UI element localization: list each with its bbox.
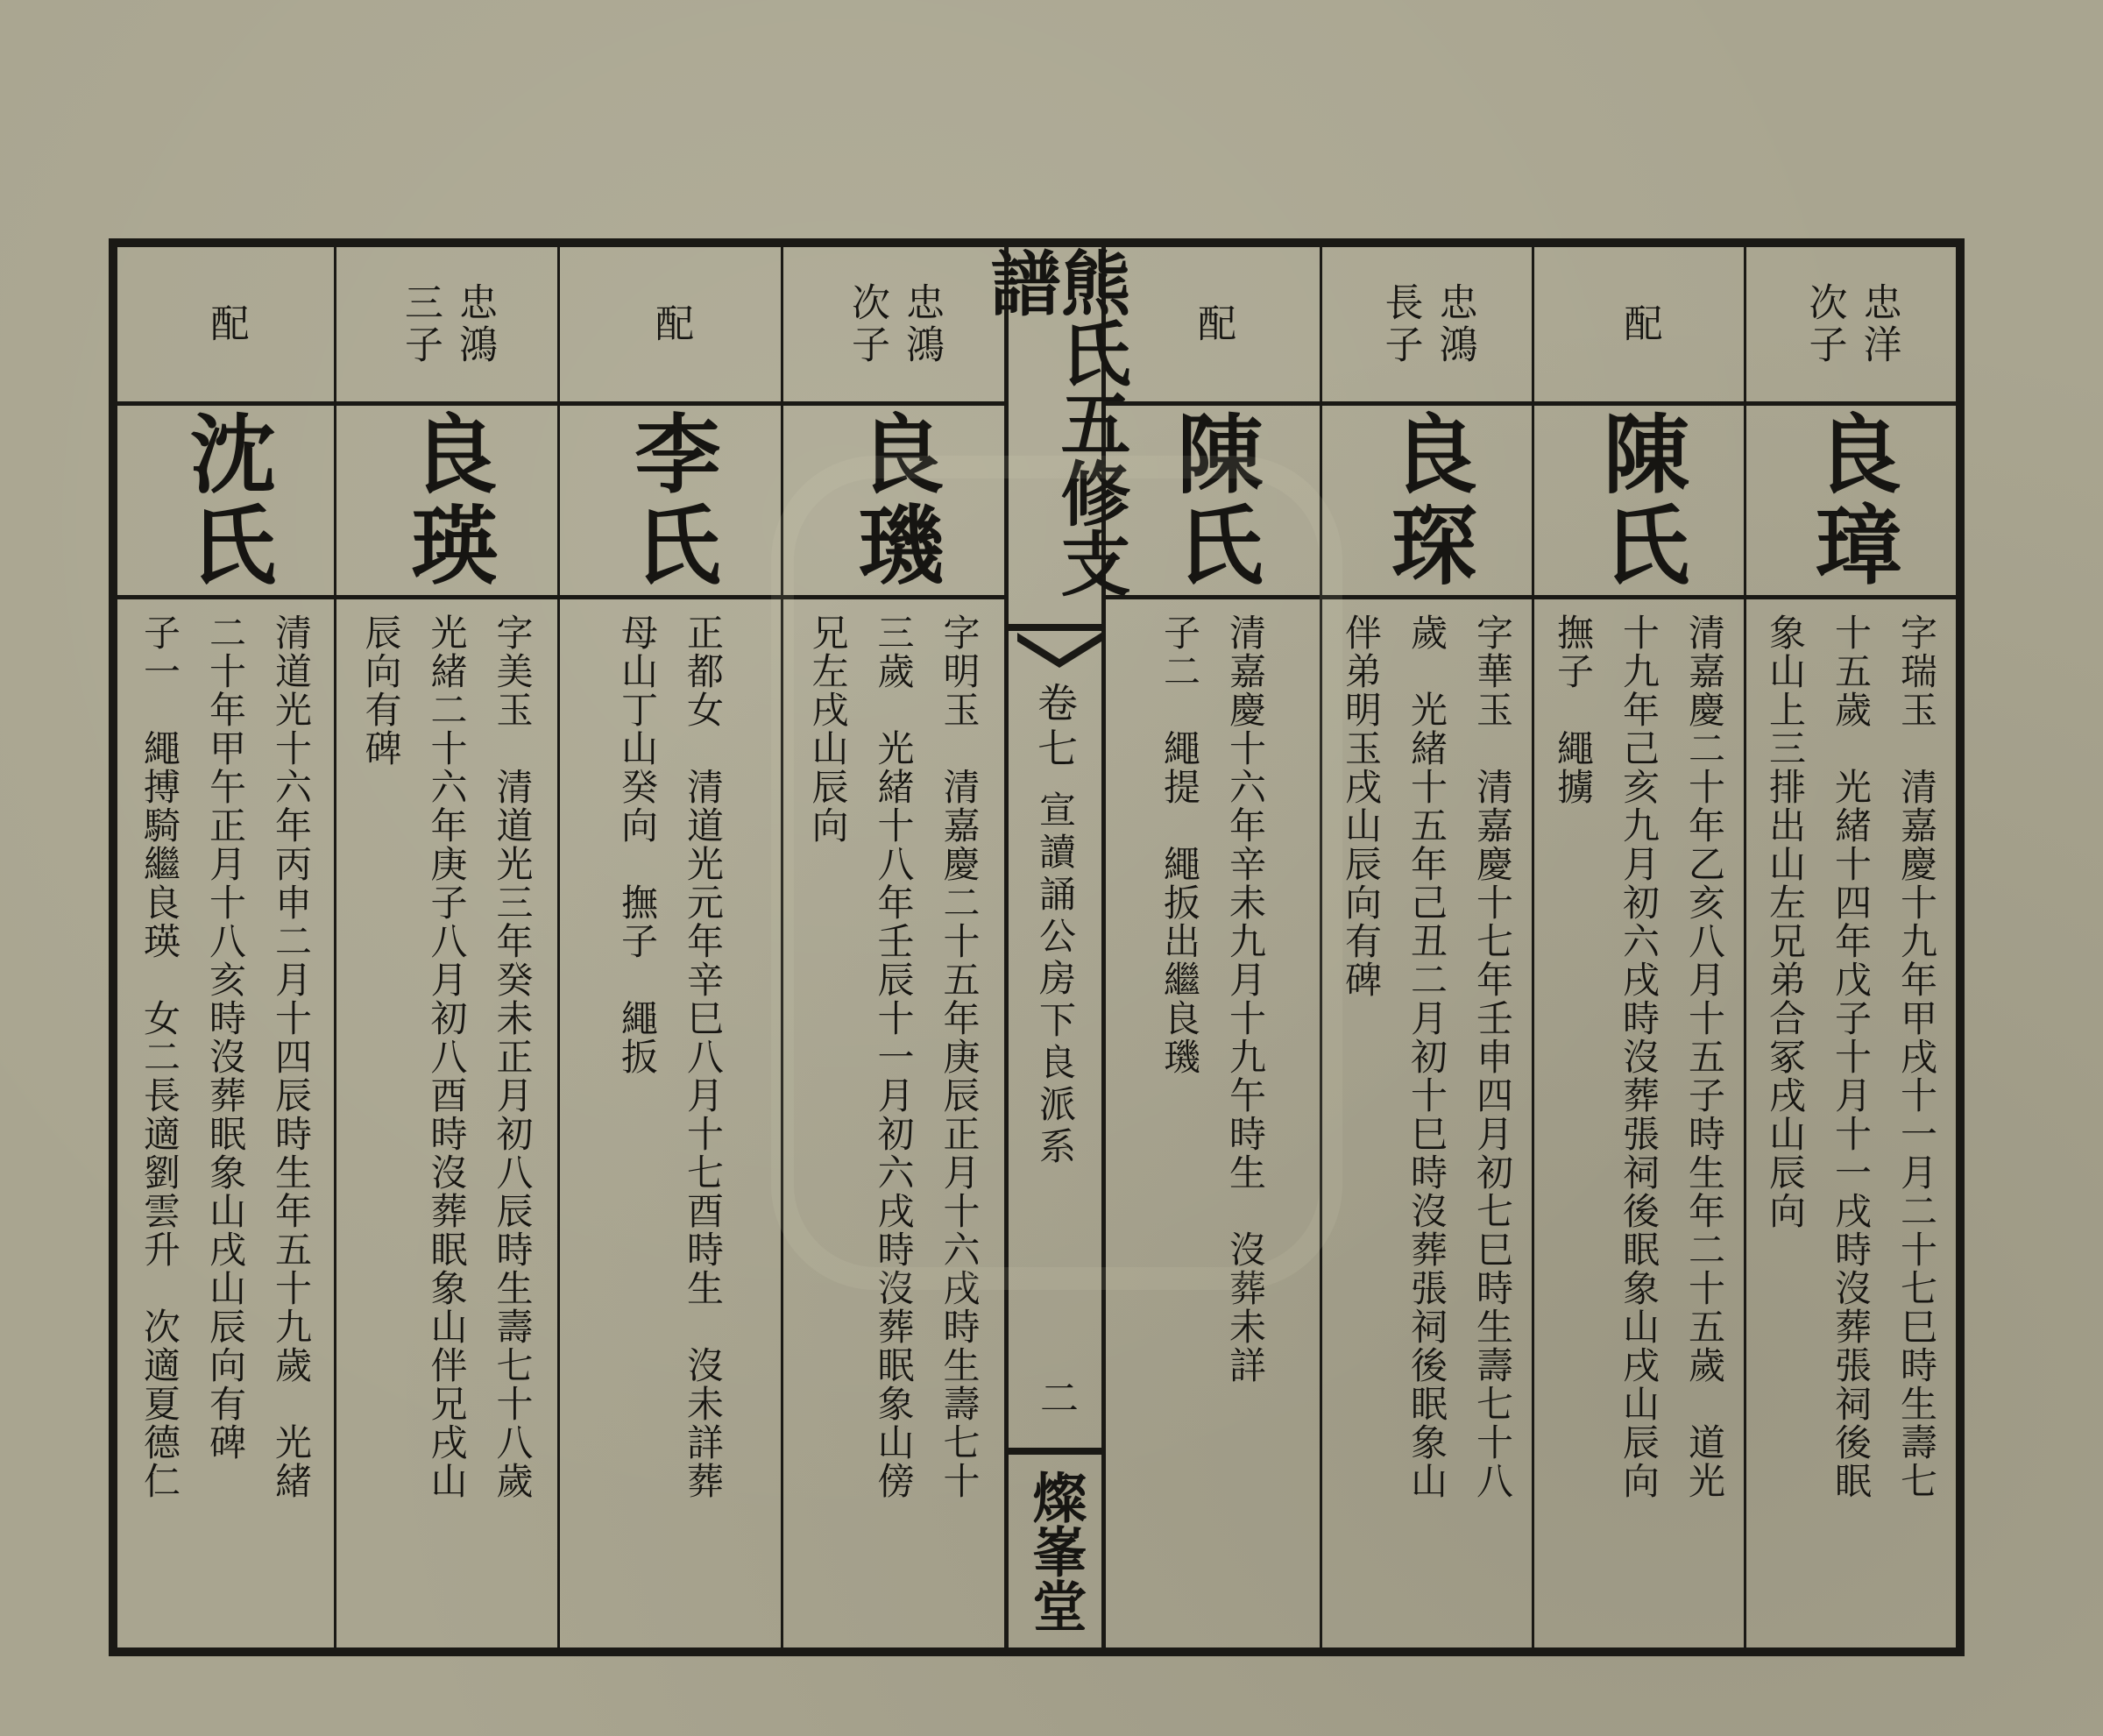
spouse-label: 配 — [1617, 303, 1662, 345]
entry-line: 字華玉 清嘉慶十七年壬申四月初七巳時生壽七十八 — [1471, 613, 1515, 1500]
entry-line: 光緒二十六年庚子八月初八酉時沒葬眠象山伴兄戌山 — [425, 613, 469, 1500]
hall-name: 燦峯堂 — [1023, 1470, 1087, 1633]
relation-label: 次子 — [1802, 282, 1847, 366]
entry-column — [117, 247, 334, 1647]
father-name: 忠鴻 — [452, 282, 497, 366]
entry-line: 字明玉 清嘉慶二十五年庚辰正月十六戌時生壽七十 — [938, 613, 981, 1500]
entry-line: 兄左戌山辰向 — [806, 613, 850, 845]
entry-line: 清道光十六年丙申二月十四辰時生年五十九歲 光緒 — [270, 613, 314, 1500]
person-name: 陳氏 — [1163, 409, 1264, 592]
entry-column — [334, 247, 557, 1647]
entry-line: 伴弟明玉戌山辰向有碑 — [1339, 613, 1383, 999]
person-name: 良璋 — [1801, 409, 1902, 592]
entry-line: 清嘉慶十六年辛未九月十九午時生 沒葬未詳 — [1224, 613, 1268, 1385]
book-title: 熊氏五修支譜 — [979, 247, 1131, 598]
entry-line: 歲 光緒十五年己丑二月初十巳時沒葬張祠後眠象山 — [1406, 613, 1449, 1500]
faint-watermark — [771, 456, 1342, 1290]
father-name: 忠鴻 — [899, 282, 944, 366]
spouse-label: 配 — [203, 303, 249, 345]
entry-line: 撫子 繩擄 — [1551, 613, 1595, 806]
person-name: 良璣 — [844, 409, 945, 592]
person-name: 良琛 — [1377, 409, 1478, 592]
entry-line: 子一 繩搏騎繼良瑛 女二長適劉雲升 次適夏德仁 — [138, 613, 181, 1500]
spouse-label: 配 — [1191, 303, 1236, 345]
entry-line: 三歲 光緒十八年壬辰十一月初六戌時沒葬眠象山傍 — [872, 613, 916, 1500]
entry-line: 十九年己亥九月初六戌時沒葬張祠後眠象山戌山辰向 — [1618, 613, 1661, 1500]
volume-label: 卷七 — [1031, 682, 1079, 773]
entry-column — [1532, 247, 1744, 1647]
entry-column — [557, 247, 781, 1647]
page-number: 二 — [1033, 1378, 1078, 1420]
person-name: 陳氏 — [1589, 409, 1690, 592]
entry-line: 子二 繩提 繩扳出繼良璣 — [1158, 613, 1201, 1076]
person-name: 沈氏 — [175, 409, 277, 592]
relation-label: 次子 — [845, 282, 889, 366]
branch-label: 宣讀誦公房下良派系 — [1034, 790, 1077, 1169]
relation-label: 三子 — [398, 282, 443, 366]
father-name: 忠洋 — [1856, 282, 1901, 366]
entry-line: 象山上三排出山左兄弟合冢戌山辰向 — [1763, 613, 1807, 1230]
entry-line: 正都女 清道光元年辛巳八月十七酉時生 沒未詳葬 — [682, 613, 726, 1500]
spouse-label: 配 — [648, 303, 693, 345]
entry-line: 二十年甲午正月十八亥時沒葬眠象山戌山辰向有碑 — [204, 613, 248, 1462]
entry-line: 清嘉慶二十年乙亥八月十五子時生年二十五歲 道光 — [1683, 613, 1727, 1500]
entry-column — [1320, 247, 1532, 1647]
father-name: 忠鴻 — [1432, 282, 1477, 366]
entry-line: 字美玉 清道光三年癸未正月初八辰時生壽七十八歲 — [491, 613, 535, 1500]
entry-line: 十五歲 光緒十四年戊子十月十一戌時沒葬張祠後眠 — [1830, 613, 1873, 1500]
entry-line: 辰向有碑 — [359, 613, 403, 768]
person-name: 李氏 — [620, 409, 721, 592]
entry-line: 字瑞玉 清嘉慶十九年甲戌十一月二十七巳時生壽七 — [1895, 613, 1939, 1500]
relation-label: 長子 — [1377, 282, 1423, 366]
person-name: 良瑛 — [397, 409, 498, 592]
entry-column — [1744, 247, 1956, 1647]
entry-line: 母山丁山癸向 撫子 繩扳 — [616, 613, 659, 1076]
